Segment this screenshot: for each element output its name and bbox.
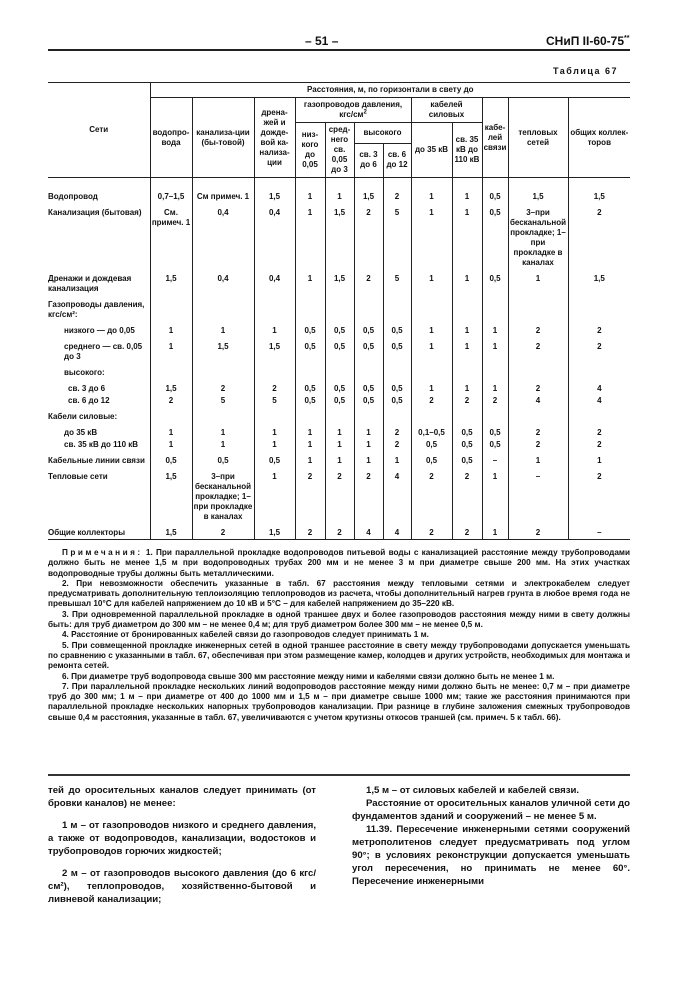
table-cell: 0,5 <box>325 395 354 407</box>
table-cell: 1 <box>452 203 482 269</box>
table-cell: 2 <box>508 379 568 395</box>
row-label: среднего — св. 0,05 до 3 <box>48 337 150 363</box>
table-cell <box>254 295 295 321</box>
table-row <box>48 523 630 540</box>
table-cell: 2 <box>325 523 354 540</box>
table-cell: 1 <box>354 423 383 439</box>
table-cell: См. примеч. 1 <box>150 203 192 269</box>
table-cell: 2 <box>508 337 568 363</box>
table-cell: 2 <box>254 379 295 395</box>
table-cell <box>568 407 630 423</box>
table-cell: 0,5 <box>295 321 325 337</box>
table-cell: 1 <box>482 379 508 395</box>
table-cell <box>325 363 354 379</box>
table-cell: 1,5 <box>254 337 295 363</box>
note-1 <box>48 548 630 579</box>
table-cell: 4 <box>508 395 568 407</box>
row-label: Дренажи и дождевая канализация <box>48 269 150 295</box>
table-cell: 2 <box>568 321 630 337</box>
table-cell <box>150 407 192 423</box>
table-cell: 1 <box>482 467 508 523</box>
table-cell: 2 <box>452 467 482 523</box>
table-cell: 0,5 <box>411 451 452 467</box>
table-cell: 0,5 <box>192 451 254 467</box>
table-cell: 0,5 <box>295 395 325 407</box>
body-right-para-1: 1,5 м – от силовых кабелей и кабелей связи. <box>366 785 580 796</box>
table-cell: 0,5 <box>150 451 192 467</box>
table-cell: 1 <box>411 337 452 363</box>
table-cell: 0,5 <box>383 337 411 363</box>
body-column-left <box>48 784 316 906</box>
table-cell: 1 <box>150 337 192 363</box>
table-cell: 4 <box>383 467 411 523</box>
table-cell: 0,5 <box>482 439 508 451</box>
table-cell: 2 <box>383 439 411 451</box>
note-6: 6. При диаметре труб водопровода свыше 300 мм расстояние между ними и кабелями связи должно быть не менее 1 м. <box>62 671 555 681</box>
table-cell: 1 <box>411 269 452 295</box>
table-cell: 5 <box>383 269 411 295</box>
table-cell: 0,4 <box>192 203 254 269</box>
body-left-para-1: тей до оросительных каналов следует принимать (от бровки каналов) не менее: <box>48 785 316 809</box>
table-cell: 2 <box>568 467 630 523</box>
table-cell: 0,5 <box>383 321 411 337</box>
body-right-para-2: Расстояние от оросительных каналов уличной сети до фундаментов зданий и сооружений – не менее 5 м. <box>352 798 630 822</box>
table-body <box>48 178 630 540</box>
table-cell <box>452 363 482 379</box>
header-collectors: общих коллек-торов <box>568 98 630 178</box>
table-cell: 5 <box>192 395 254 407</box>
table-row <box>48 379 630 395</box>
table-cell <box>354 295 383 321</box>
table-cell: 1 <box>295 451 325 467</box>
table-cell: 1 <box>254 423 295 439</box>
table-cell: 2 <box>411 523 452 540</box>
table-cell: 2 <box>508 523 568 540</box>
table-cell: 0,5 <box>354 337 383 363</box>
table-cell: 0,4 <box>254 203 295 269</box>
table-row <box>48 363 630 379</box>
note-1-text: 1. При параллельной прокладке водопроводов питьевой воды с канализацией расстояние между трубопроводами должно быть не менее 1,5 м при водопроводных трубах 200 мм и не менее 3 м при диаметре свыше 200 мм. На этих участках водопроводные трубы должны быть металлическими. <box>48 548 631 578</box>
header-drainage: дрена-жей и дожде-вой ка-нализа-ции <box>254 98 295 178</box>
header-gas-group <box>295 98 411 123</box>
table-cell: 0,5 <box>482 269 508 295</box>
table-cell: 1 <box>383 451 411 467</box>
table-cell: См примеч. 1 <box>192 178 254 204</box>
table-cell <box>482 295 508 321</box>
table-cell: 2 <box>568 423 630 439</box>
table-cell <box>411 407 452 423</box>
table-cell: 2 <box>192 523 254 540</box>
table-cell: 0,5 <box>452 423 482 439</box>
table-cell: 2 <box>452 395 482 407</box>
table-cell: 0,5 <box>354 395 383 407</box>
table-cell <box>325 407 354 423</box>
page-number: – 51 – <box>305 34 339 48</box>
document-code <box>546 34 629 48</box>
table-cell: 0,5 <box>254 451 295 467</box>
table-cell: 1 <box>354 451 383 467</box>
table-cell: 2 <box>482 395 508 407</box>
table-cell: 1 <box>411 379 452 395</box>
header-gas-group-sup: 2 <box>363 109 367 116</box>
header-gas-high-group: высокого <box>354 123 411 144</box>
table-cell: 0,5 <box>383 379 411 395</box>
table-cell: 3–при бесканальной прокладке; 1–при прокладке в каналах <box>508 203 568 269</box>
header-gas-low: низ-кого до 0,05 <box>295 123 325 178</box>
table-row <box>48 423 630 439</box>
table-cell: – <box>482 451 508 467</box>
table-cell: 1 <box>254 467 295 523</box>
table-cell: 1 <box>508 269 568 295</box>
table-cell: 1,5 <box>150 467 192 523</box>
table-cell <box>508 295 568 321</box>
table-cell: 1 <box>508 451 568 467</box>
table-cell: 0,5 <box>325 321 354 337</box>
table-cell: 1 <box>452 321 482 337</box>
table-cell <box>295 407 325 423</box>
header-water-supply: водопро-вода <box>150 98 192 178</box>
table-cell: 1 <box>325 439 354 451</box>
table-cell: 5 <box>383 203 411 269</box>
table-cell: 1 <box>411 178 452 204</box>
row-label: св. 35 кВ до 110 кВ <box>48 439 150 451</box>
row-label: высокого: <box>48 363 150 379</box>
table-cell: 1,5 <box>325 269 354 295</box>
row-label: Водопровод <box>48 178 150 204</box>
table-cell: 4 <box>568 379 630 395</box>
table-cell: 1 <box>411 321 452 337</box>
table-cell: 1 <box>482 337 508 363</box>
table-cell: 2 <box>354 467 383 523</box>
body-column-right <box>352 784 630 888</box>
table-row <box>48 337 630 363</box>
table-cell: 2 <box>568 203 630 269</box>
table-cell: 2 <box>568 337 630 363</box>
table-row <box>48 439 630 451</box>
table-cell <box>354 363 383 379</box>
table-cell: 1 <box>325 178 354 204</box>
header-rule <box>48 49 630 51</box>
table-cell <box>452 295 482 321</box>
table-cell: 2 <box>452 523 482 540</box>
header-gas-group-text: газопроводов давления, кгс/см <box>303 100 403 119</box>
table-cell: 0,5 <box>295 337 325 363</box>
header-gas-high-3-6: св. 3 до 6 <box>354 143 383 177</box>
row-label: низкого — до 0,05 <box>48 321 150 337</box>
table-cell: 0,7–1,5 <box>150 178 192 204</box>
table-cell: 2 <box>354 203 383 269</box>
table-cell <box>150 295 192 321</box>
table-cell <box>295 295 325 321</box>
table-cell: 0,5 <box>452 451 482 467</box>
table-cell: 1 <box>452 337 482 363</box>
table-cell: 0,1–0,5 <box>411 423 452 439</box>
table-cell: 1 <box>254 321 295 337</box>
row-label: Тепловые сети <box>48 467 150 523</box>
table-cell: 0,5 <box>452 439 482 451</box>
table-cell: 0,5 <box>295 379 325 395</box>
table-cell: 2 <box>150 395 192 407</box>
header-power-up-to-35: до 35 кВ <box>411 123 452 178</box>
table-cell: 2 <box>411 395 452 407</box>
table-cell <box>192 295 254 321</box>
table-cell: 1 <box>295 269 325 295</box>
table-cell <box>568 295 630 321</box>
table-cell: 1 <box>482 523 508 540</box>
row-label: до 35 кВ <box>48 423 150 439</box>
notes-rule <box>48 774 630 776</box>
table-cell: 1,5 <box>150 523 192 540</box>
table-cell: 0,5 <box>325 379 354 395</box>
table-cell: 2 <box>508 439 568 451</box>
table-cell: 2 <box>411 467 452 523</box>
row-label: Общие коллекторы <box>48 523 150 540</box>
table-cell <box>383 363 411 379</box>
table-cell: 4 <box>354 523 383 540</box>
table-row <box>48 395 630 407</box>
note-2: 2. При невозможности обеспечить указанные в табл. 67 расстояния между тепловыми сетями и электрокабелем следует предусматривать дополнительную теплоизоляцию теплопроводов из расчета, чтобы дополнительный нагрев грунта в любое время года не превышал 10°С для кабелей напряжением до 10 кВ и 5°С – для кабелей напряжением до 35–220 кВ. <box>48 578 630 609</box>
table-row <box>48 407 630 423</box>
note-3: 3. При одновременной параллельной прокладке в одной траншее двух и более газопроводов расстояния между ними в свету должны быть: для труб диаметром до 300 мм – не менее 0,4 м; для труб диаметром более 300 мм – не менее 0,5 м. <box>48 609 630 630</box>
document-code-text: СНиП II-60-75 <box>546 34 625 48</box>
table-cell: 2 <box>325 467 354 523</box>
table-cell: 0,5 <box>354 379 383 395</box>
table-cell <box>508 407 568 423</box>
table-cell: 1,5 <box>568 178 630 204</box>
distances-table <box>48 82 630 540</box>
table-cell: 0,4 <box>254 269 295 295</box>
table-cell: 2 <box>354 269 383 295</box>
table-cell: 1 <box>452 178 482 204</box>
table-cell: 2 <box>508 321 568 337</box>
row-label: Кабельные линии связи <box>48 451 150 467</box>
table-cell: 1 <box>150 321 192 337</box>
table-cell <box>254 407 295 423</box>
table-cell: 1 <box>295 423 325 439</box>
body-left-para-2: 1 м – от газопроводов низкого и среднего давления, а также от водопроводов, канализации, водостоков и трубопроводов горючих жидкостей; <box>48 820 316 857</box>
table-cell: 2 <box>192 379 254 395</box>
table-cell: 3–при бесканальной прокладке; 1–при прокладке в каналах <box>192 467 254 523</box>
table-cell <box>568 363 630 379</box>
table-cell <box>508 363 568 379</box>
table-cell: 1 <box>354 439 383 451</box>
table-cell: 1,5 <box>254 178 295 204</box>
header-distances-group: Расстояния, м, по горизонтали в свету до <box>150 83 630 98</box>
table-cell: 1 <box>295 203 325 269</box>
table-row <box>48 269 630 295</box>
row-label: св. 6 до 12 <box>48 395 150 407</box>
table-cell: 1 <box>254 439 295 451</box>
table-cell: 0,4 <box>192 269 254 295</box>
table-cell: 1,5 <box>150 269 192 295</box>
table-cell: 0,5 <box>482 423 508 439</box>
table-cell <box>383 407 411 423</box>
table-cell <box>295 363 325 379</box>
table-cell: 1 <box>568 451 630 467</box>
table-cell: 1 <box>192 439 254 451</box>
header-gas-medium: сред-него св. 0,05 до 3 <box>325 123 354 178</box>
note-4: 4. Расстояние от бронированных кабелей связи до газопроводов следует принимать 1 м. <box>62 630 429 640</box>
table-cell: 2 <box>568 439 630 451</box>
table-cell: 5 <box>254 395 295 407</box>
table-cell: 1,5 <box>508 178 568 204</box>
table-cell <box>452 407 482 423</box>
header-power-cables-group: кабелей силовых <box>411 98 482 123</box>
table-cell: 1 <box>192 321 254 337</box>
table-row <box>48 295 630 321</box>
table-cell: 1 <box>325 423 354 439</box>
table-cell: 0,5 <box>383 395 411 407</box>
table-cell: 4 <box>568 395 630 407</box>
notes-section <box>48 548 630 723</box>
table-cell <box>482 407 508 423</box>
header-networks: Сети <box>48 83 150 178</box>
table-cell: 2 <box>295 467 325 523</box>
row-label: Газопроводы давления, кгс/см²: <box>48 295 150 321</box>
document-code-mark: ** <box>624 35 630 42</box>
table-cell <box>192 407 254 423</box>
table-cell <box>354 407 383 423</box>
table-cell <box>411 363 452 379</box>
table-cell: 1 <box>452 379 482 395</box>
table-title: Таблица 67 <box>553 66 619 76</box>
table-cell: 0,5 <box>482 178 508 204</box>
table-cell: 0,5 <box>482 203 508 269</box>
header-gas-high-6-12: св. 6 до 12 <box>383 143 411 177</box>
table-cell: 4 <box>383 523 411 540</box>
table-cell <box>482 363 508 379</box>
table-cell <box>150 363 192 379</box>
row-label: Канализация (бытовая) <box>48 203 150 269</box>
table-cell: – <box>508 467 568 523</box>
table-cell: 1 <box>295 178 325 204</box>
table-cell: 1 <box>482 321 508 337</box>
table-cell: 2 <box>508 423 568 439</box>
table-row <box>48 451 630 467</box>
table-cell: 2 <box>383 178 411 204</box>
table-cell: 1 <box>411 203 452 269</box>
table-cell <box>192 363 254 379</box>
table-cell: 0,5 <box>325 337 354 363</box>
table-row <box>48 178 630 204</box>
table-cell: – <box>568 523 630 540</box>
header-heat-networks: тепловых сетей <box>508 98 568 178</box>
header-power-35-110: св. 35 кВ до 110 кВ <box>452 123 482 178</box>
row-label: Кабели силовые: <box>48 407 150 423</box>
table-cell: 0,5 <box>354 321 383 337</box>
table-cell: 1 <box>150 423 192 439</box>
header-comm-cables: кабе-лей связи <box>482 98 508 178</box>
table-row <box>48 321 630 337</box>
table-cell: 2 <box>383 423 411 439</box>
table-cell: 1,5 <box>354 178 383 204</box>
table-cell: 0,5 <box>411 439 452 451</box>
row-label: св. 3 до 6 <box>48 379 150 395</box>
table-cell: 2 <box>295 523 325 540</box>
table-cell: 1,5 <box>192 337 254 363</box>
notes-label: Примечания: <box>62 548 143 557</box>
table-cell <box>254 363 295 379</box>
body-right-para-3: 11.39. Пересечение инженерными сетями сооружений метрополитенов следует предусматривать под углом 90°; в условиях реконструкции допускается уменьшать угол пересечения, но принимать не менее 60°. Пересечение инженерными <box>352 824 630 887</box>
table-cell: 1,5 <box>150 379 192 395</box>
header-sewerage: канализа-ции (бы-товой) <box>192 98 254 178</box>
table-cell: 1,5 <box>325 203 354 269</box>
note-7: 7. При параллельной прокладке нескольких линий водопроводов расстояние между ними должно быть не менее: 0,7 м – при диаметре труб до 300 мм; 1 м – при диаметре от 400 до 1000 мм и 1,5 м – при диаметре свыше 1000 мм; такие же расстояния принимаются при параллельной прокладке нескольких напорных трубопроводов канализации. При разнице в глубине заложения смежных трубопроводов свыше 0,4 м расстояния, указанные в табл. 67, увеличиваются с учетом крутизны откосов траншей (см. примеч. 5 к табл. 66). <box>48 681 630 722</box>
table-cell: 1 <box>295 439 325 451</box>
table-cell: 1 <box>325 451 354 467</box>
note-5: 5. При совмещенной прокладке инженерных сетей в одной траншее расстояние в свету между трубопроводами допускается уменьшать по сравнению с указанными в табл. 67, обеспечивая при этом размещение камер, колодцев и других устройств, необходимых для монтажа и ремонта сетей. <box>48 640 630 671</box>
table-cell <box>411 295 452 321</box>
table-row <box>48 203 630 269</box>
table-cell: 1 <box>452 269 482 295</box>
table-cell: 1 <box>192 423 254 439</box>
table-row <box>48 467 630 523</box>
table-cell <box>383 295 411 321</box>
body-left-para-3: 2 м – от газопроводов высокого давления (до 6 кгс/см²), теплопроводов, хозяйственно-бытовой и ливневой канализации; <box>48 868 316 905</box>
table-cell: 1,5 <box>568 269 630 295</box>
table-cell: 1,5 <box>254 523 295 540</box>
table-cell <box>325 295 354 321</box>
table-cell: 1 <box>150 439 192 451</box>
